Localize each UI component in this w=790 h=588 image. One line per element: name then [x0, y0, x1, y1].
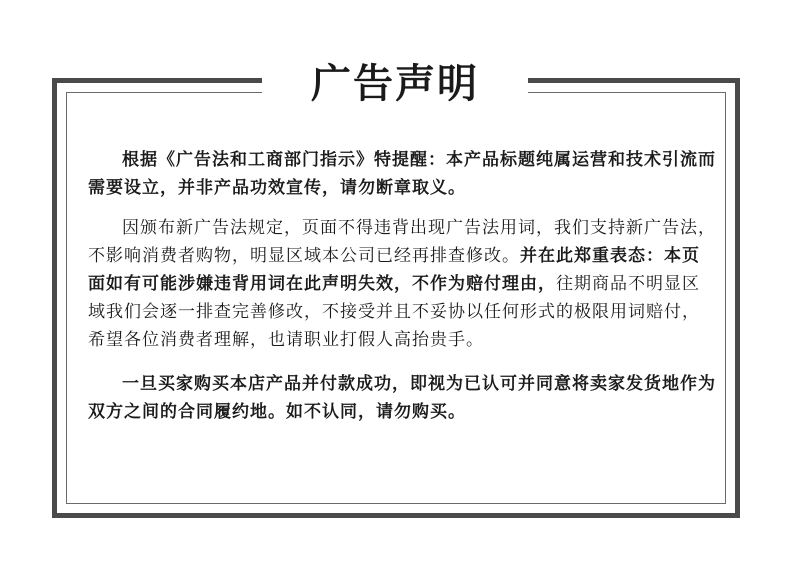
paragraph-contract-location: 一旦买家购买本店产品并付款成功，即视为已认可并同意将卖家发货地作为双方之间的合同履约地。如不认同，请勿购买。 [88, 374, 716, 422]
statement-content [88, 146, 716, 426]
paragraph-advertising-law-normal: 因颁布新广告法规定，页面不得违背出现广告法用词，我们支持新广告法，不影响消费者购物，明显区域本公司已经再排查修改。 [88, 218, 716, 266]
page-title: 广告声明 [311, 60, 479, 107]
paragraph-advertising-law [88, 214, 716, 354]
paragraph-legal-notice: 根据《广告法和工商部门指示》特提醒：本产品标题纯属运营和技术引流而需要设立，并非产品功效宣传，请勿断章取义。 [88, 150, 716, 198]
paragraph-advertising-law-bold: 并在此郑重表态：本页面如有可能涉嫌违背用词在此声明失效，不作为赔付理由， [88, 246, 700, 294]
paragraph-advertising-law-tail: 往期商品不明显区域我们会逐一排查完善修改，不接受并且不妥协以任何形式的极限用词赔付，希望各位消费者理解，也请职业打假人高抬贵手。 [88, 274, 700, 350]
